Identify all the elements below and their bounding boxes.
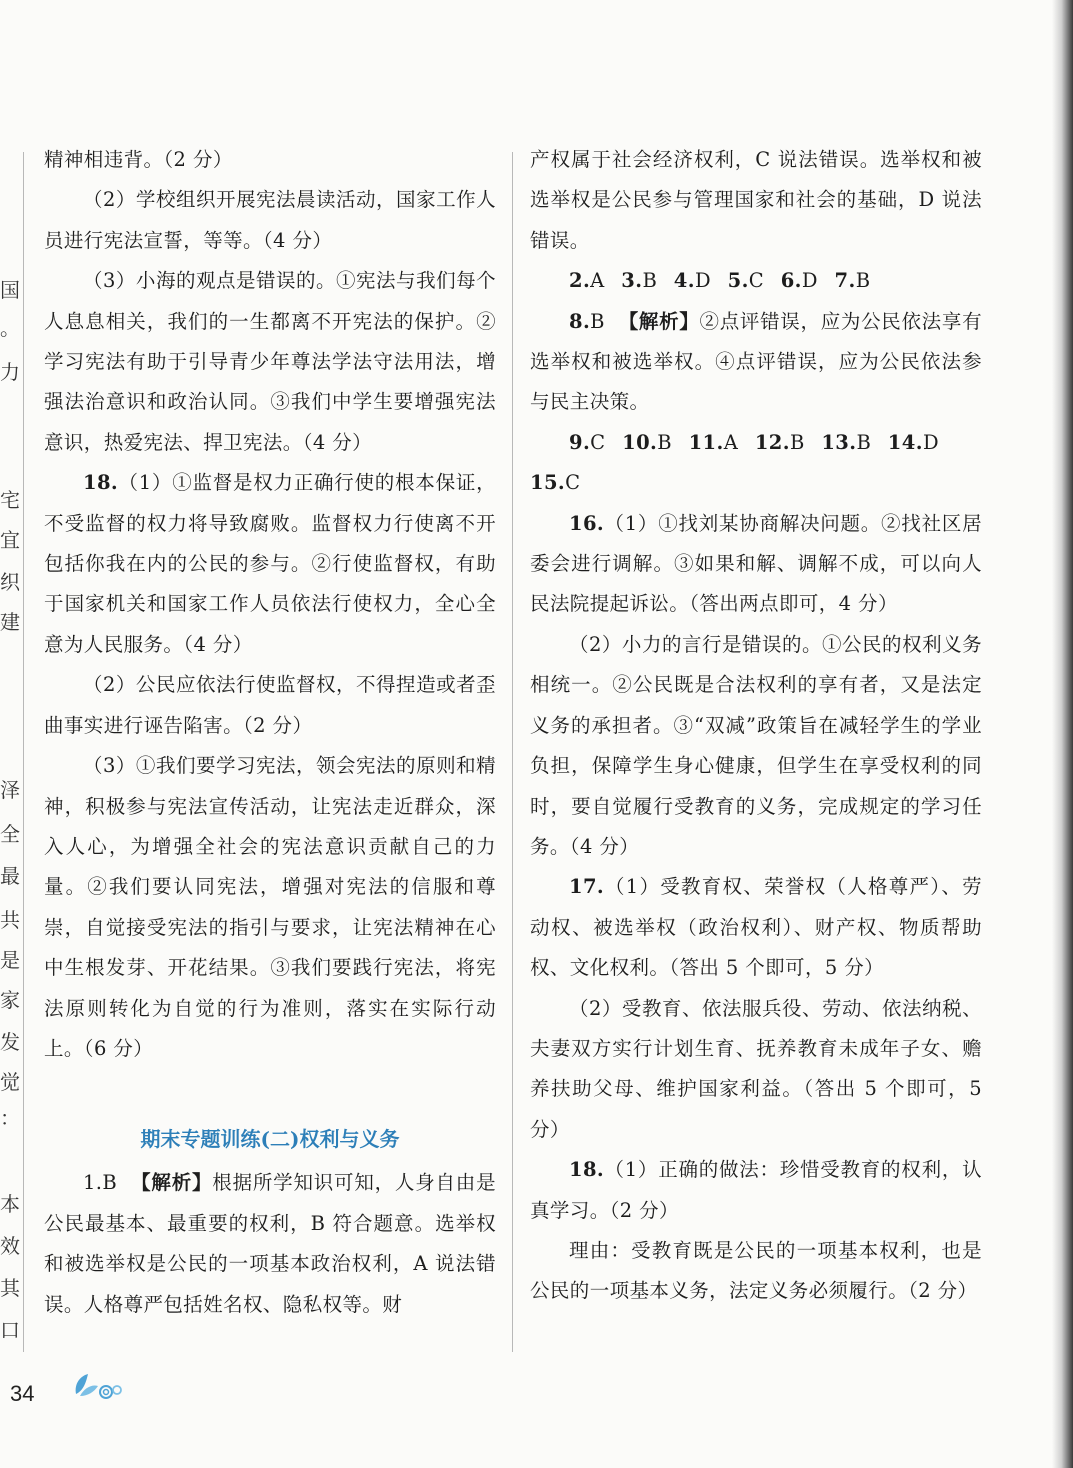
margin-fragment: 其 — [0, 1276, 20, 1300]
analysis-tag: 【解析】 — [618, 309, 700, 333]
question-number: 1. — [83, 1171, 103, 1195]
section-title: 期末专题训练(二)权利与义务 — [140, 1127, 400, 1152]
question-number: 18. — [569, 1158, 605, 1182]
margin-fragment: 觉 — [0, 1070, 20, 1094]
paragraph: （3）小海的观点是错误的。①宪法与我们每个人息息相关，我们的一生都离不开宪法的保护。②学习宪法有助于引导青少年尊法学法守法用法，增强法治意识和政治认同。③我们中学生要增强宪法意识，热爱宪法、捍卫宪法。（4 分） — [44, 269, 496, 454]
paragraph: （2）小力的言行是错误的。①公民的权利义务相统一。②公民既是合法权利的享有者，又是法定义务的承担者。③“双减”政策旨在减轻学生的学业负担，保障学生身心健康，但学生在享受权利的同时，要自觉履行受教育的义务，完成规定的学习任务。（4 分） — [530, 632, 982, 858]
paragraph-text: ②点评错误，应为公民依法享有选举权和被选举权。④点评错误，应为公民依法参与民主决策。 — [530, 309, 982, 414]
paragraph — [44, 1163, 496, 1325]
answer-row — [530, 463, 982, 503]
question-number: 2. — [569, 269, 591, 293]
left-margin-fragments — [0, 0, 22, 1468]
question-number: 12. — [754, 430, 790, 454]
margin-fragment: 力 — [0, 360, 20, 384]
paragraph: 精神相违背。（2 分） — [44, 148, 233, 171]
answer-letter: B — [855, 269, 871, 293]
column-divider — [512, 152, 513, 1352]
answer-letter: B — [590, 309, 605, 333]
answer-row — [530, 261, 982, 301]
paragraph-text: （1）①监督是权力正确行使的根本保证，不受监督的权力将导致腐败。监督权力行使离不开包括你我在内的公民的参与。②行使监督权，有助于国家机关和国家工作人员依法行使权力，全心全意为人民服务。（4 分） — [44, 471, 496, 656]
paragraph: （2）公民应依法行使监督权，不得捏造或者歪曲事实进行诬告陷害。（2 分） — [44, 673, 496, 737]
answer-letter: B — [642, 269, 658, 293]
answer-row — [530, 423, 982, 463]
paragraph: 产权属于社会经济权利，C 说法错误。选举权和被选举权是公民参与管理国家和社会的基础，D 说法错误。 — [530, 148, 982, 252]
paragraph — [530, 302, 982, 423]
margin-fragment: 。 — [0, 316, 20, 340]
paragraph — [44, 463, 496, 665]
margin-fragment: 国 — [0, 278, 20, 302]
question-number: 11. — [688, 430, 724, 454]
margin-fragment: 宜 — [0, 528, 20, 552]
margin-fragment: 本 — [0, 1192, 20, 1216]
paragraph: （3）①我们要学习宪法，领会宪法的原则和精神，积极参与宪法宣传活动，让宪法走近群众，深入人心，为增强全社会的宪法意识贡献自己的力量。②我们要认同宪法，增强对宪法的信服和尊崇，自觉接受宪法的指引与要求，让宪法精神在心中生根发芽、开花结果。③我们要践行宪法，将宪法原则转化为自觉的行为准则，落实在实际行动上。（6 分） — [44, 754, 496, 1060]
margin-fragment: 是 — [0, 948, 20, 972]
question-number: 18. — [83, 471, 119, 495]
margin-fragment: 发 — [0, 1030, 20, 1054]
left-column-rule — [23, 152, 24, 1352]
paragraph-text: （1）①找刘某协商解决问题。②找社区居委会进行调解。③如果和解、调解不成，可以向人民法院提起诉讼。（答出两点即可，4 分） — [530, 511, 982, 616]
margin-fragment: 建 — [0, 610, 20, 634]
answer-letter: B — [856, 430, 872, 454]
question-number: 10. — [622, 430, 658, 454]
question-number: 13. — [821, 430, 857, 454]
left-column — [44, 140, 496, 1325]
paragraph — [530, 1150, 982, 1231]
page-edge-shadow — [1052, 0, 1073, 1468]
answer-letter: B — [657, 430, 672, 454]
question-number: 3. — [621, 269, 643, 293]
paragraph: （2）受教育、依法服兵役、劳动、依法纳税、夫妻双方实行计划生育、抚养教育未成年子女、赡养扶助父母、维护国家利益。（答出 5 个即可，5 分） — [530, 996, 982, 1141]
margin-fragment: 共 — [0, 908, 20, 932]
question-number: 14. — [887, 430, 923, 454]
margin-fragment: 泽 — [0, 778, 20, 802]
leaf-swirl-icon — [70, 1372, 124, 1402]
question-number: 6. — [780, 269, 802, 293]
question-number: 5. — [727, 269, 749, 293]
question-number: 9. — [569, 430, 591, 454]
paragraph-text: （1）正确的做法：珍惜受教育的权利，认真学习。（2 分） — [530, 1158, 982, 1222]
question-number: 4. — [673, 269, 695, 293]
question-number: 15. — [530, 471, 566, 495]
margin-fragment: 全 — [0, 822, 20, 846]
margin-fragment: ： — [0, 1106, 20, 1130]
answer-letter: A — [590, 269, 605, 293]
answer-letter: C — [748, 269, 765, 293]
question-number: 17. — [569, 875, 605, 899]
margin-fragment: 效 — [0, 1234, 20, 1258]
paragraph: 理由：受教育既是公民的一项基本权利，也是公民的一项基本义务，法定义务必须履行。（2 分） — [530, 1238, 982, 1303]
margin-fragment: 最 — [0, 864, 20, 888]
answer-letter: B — [789, 430, 805, 454]
margin-fragment: 宅 — [0, 488, 20, 512]
margin-fragment: 家 — [0, 988, 20, 1012]
paragraph: （2）学校组织开展宪法晨读活动，国家工作人员进行宪法宣誓，等等。（4 分） — [44, 188, 496, 252]
margin-fragment: 口 — [0, 1318, 20, 1342]
margin-fragment: 织 — [0, 570, 20, 594]
analysis-tag: 【解析】 — [131, 1171, 213, 1195]
question-number: 7. — [834, 269, 856, 293]
paragraph-text: （1）受教育权、荣誉权（人格尊严）、劳动权、被选举权（政治权利）、财产权、物质帮助权、文化权利。（答出 5 个即可，5 分） — [530, 875, 982, 980]
paragraph — [530, 504, 982, 625]
answer-letter: A — [723, 430, 739, 454]
answer-letter: D — [801, 269, 818, 293]
page-number: 34 — [10, 1381, 35, 1406]
answer-letter: D — [694, 269, 711, 293]
answer-letter: D — [922, 430, 939, 454]
right-column — [530, 140, 982, 1312]
answer-letter: C — [590, 430, 606, 454]
answer-letter: C — [565, 471, 581, 495]
answer-letter: B — [102, 1171, 118, 1195]
question-number: 16. — [569, 511, 605, 535]
question-number: 8. — [569, 309, 591, 333]
paragraph-text: 根据所学知识可知，人身自由是公民最基本、最重要的权利，B 符合题意。选举权和被选举权是公民的一项基本政治权利，A 说法错误。人格尊严包括姓名权、隐私权等。财 — [44, 1171, 496, 1316]
paragraph — [530, 867, 982, 988]
